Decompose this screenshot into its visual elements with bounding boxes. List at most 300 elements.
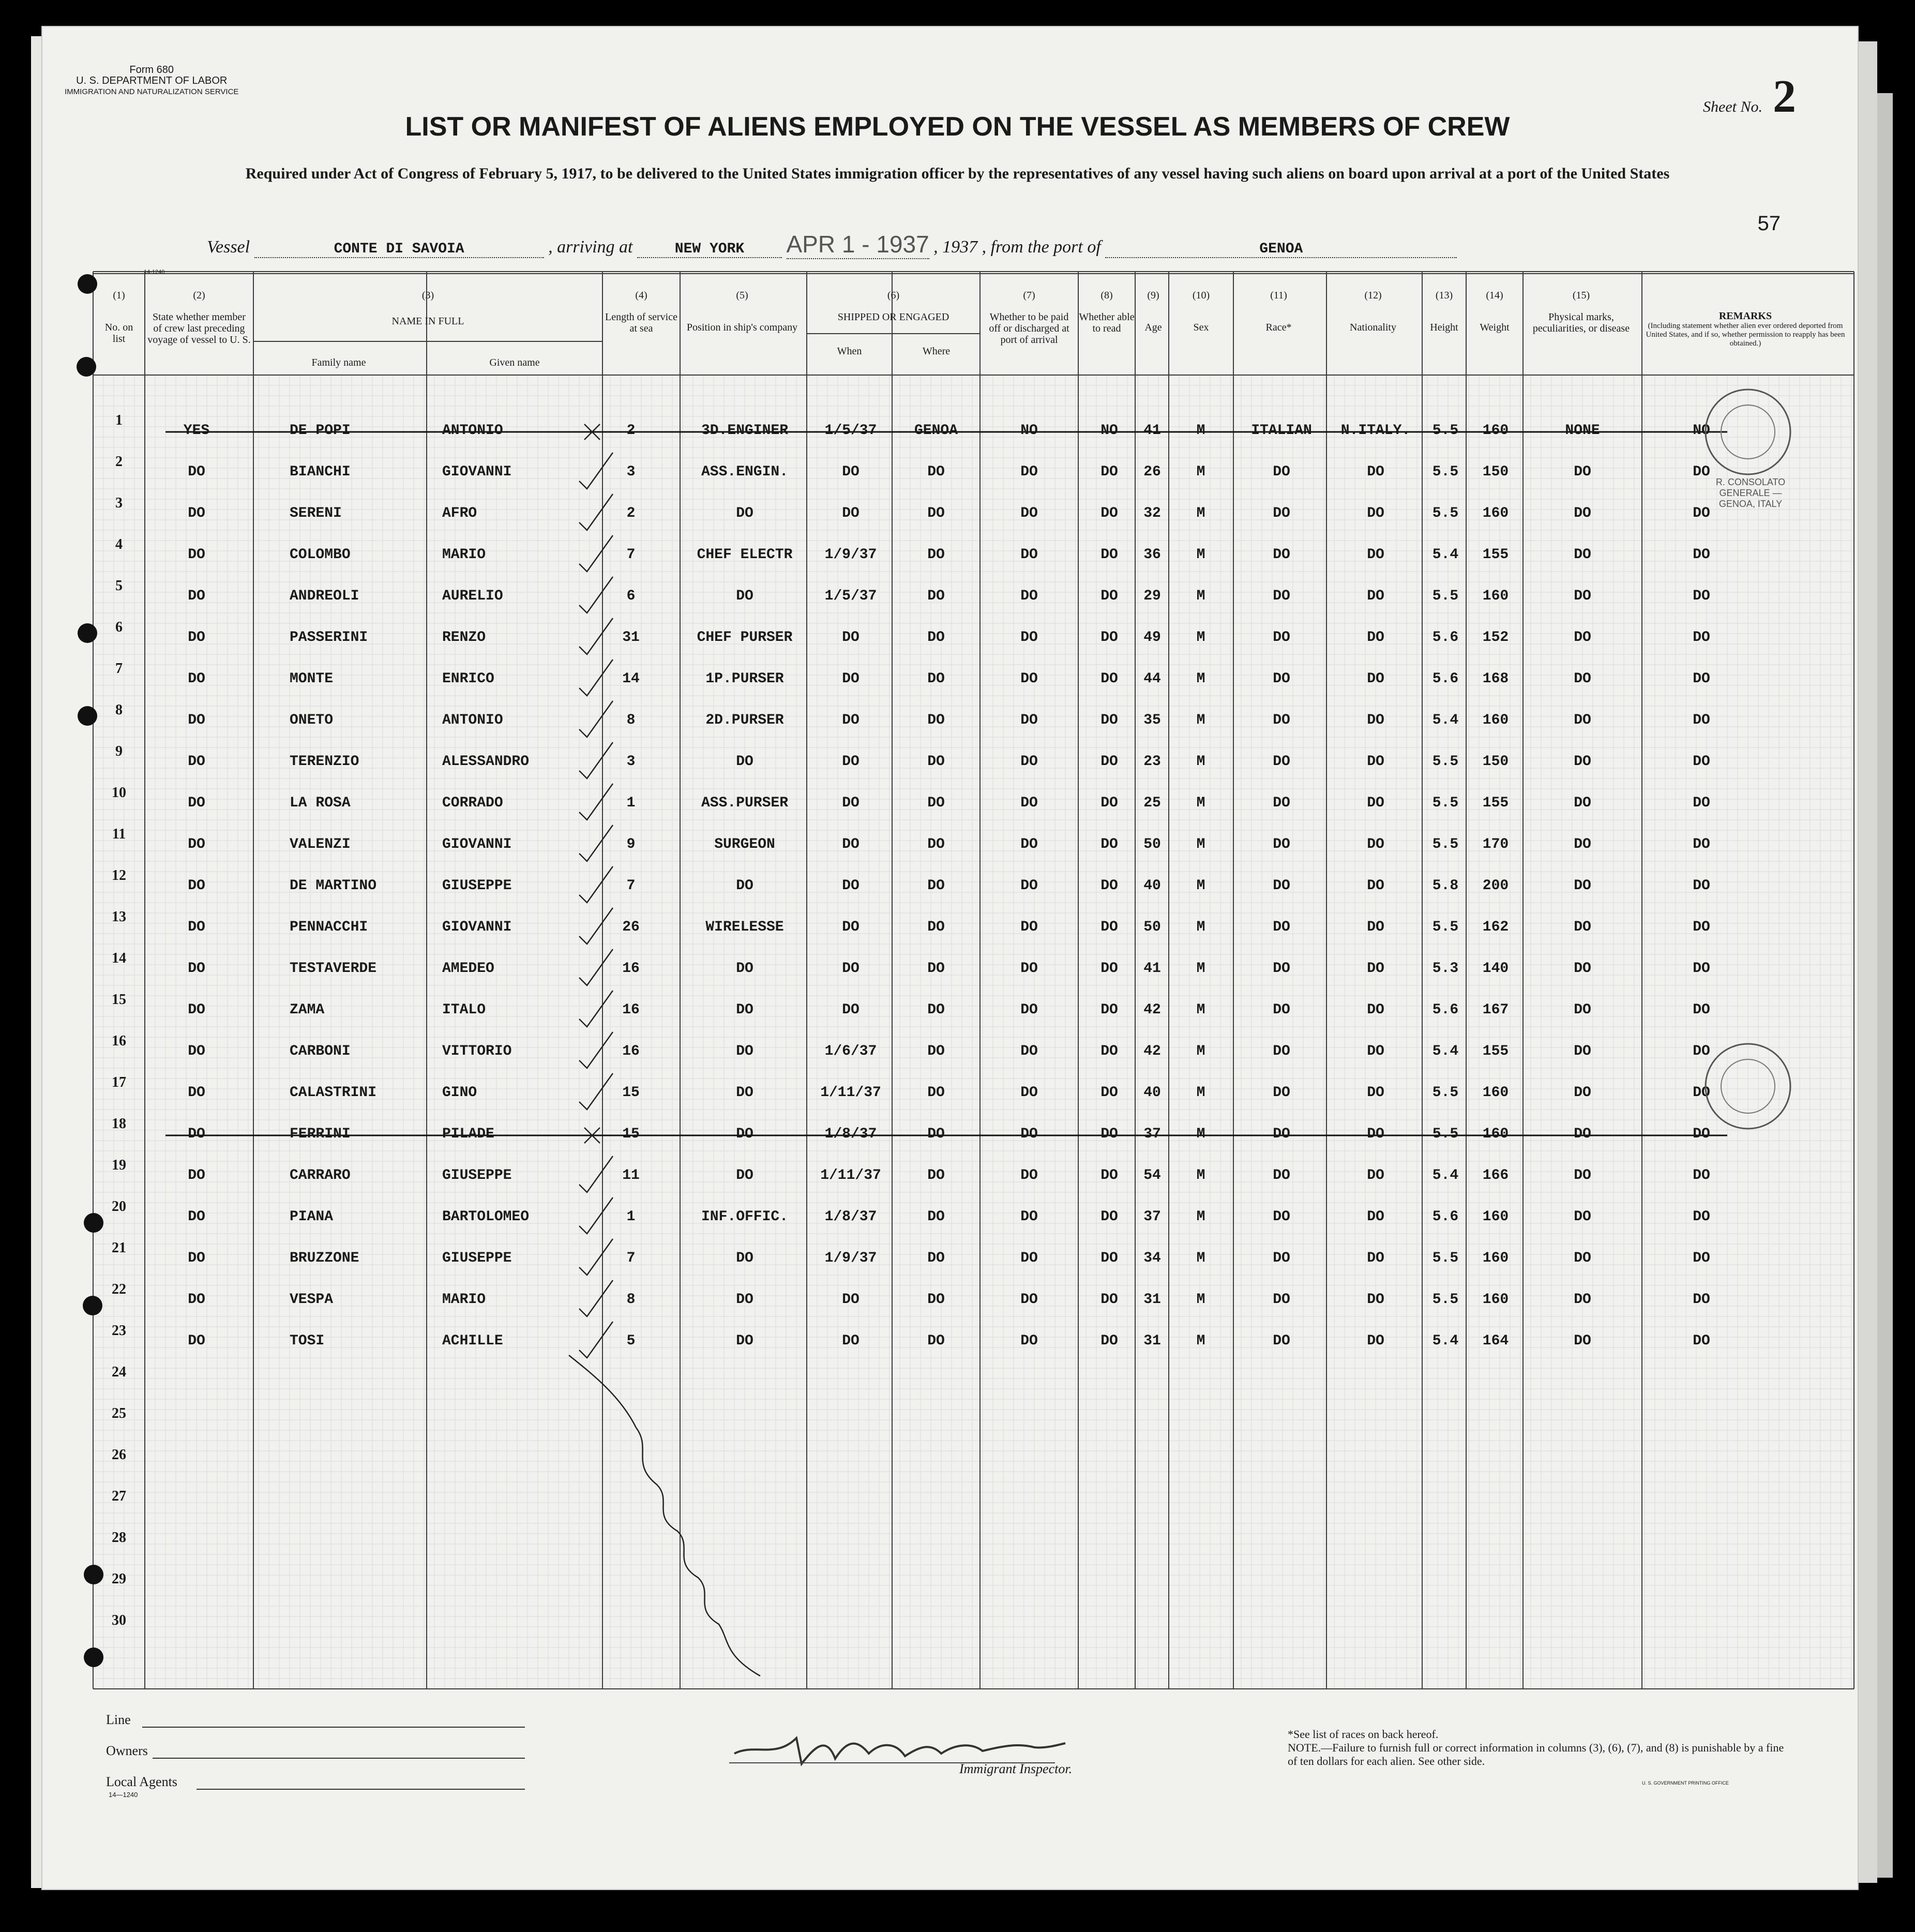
- cell-prev: DO: [188, 1292, 205, 1308]
- cell-family: VALENZI: [290, 836, 351, 852]
- cell-family: TERENZIO: [290, 754, 359, 770]
- cell-marks: NONE: [1565, 423, 1600, 439]
- cell-weight: 155: [1482, 795, 1509, 811]
- cell-prev: DO: [188, 1126, 205, 1142]
- cell-remarks: DO: [1693, 588, 1710, 604]
- cell-remarks: NO: [1693, 423, 1710, 439]
- cell-height: 5.5: [1432, 919, 1459, 935]
- cell-weight: 160: [1482, 1292, 1509, 1308]
- cell-where: DO: [927, 1126, 945, 1142]
- cell-marks: DO: [1574, 671, 1591, 687]
- cell-given: ITALO: [442, 1002, 486, 1018]
- binding-hole: [78, 706, 97, 726]
- cell-read: DO: [1100, 1126, 1118, 1142]
- cell-read: DO: [1100, 464, 1118, 480]
- binding-hole: [77, 357, 96, 377]
- cell-marks: DO: [1574, 919, 1591, 935]
- col11-number: (11): [1270, 290, 1287, 301]
- cell-where: DO: [927, 588, 945, 604]
- cell-given: ALESSANDRO: [442, 754, 530, 770]
- arrival-port: NEW YORK: [637, 241, 782, 258]
- cell-height: 5.5: [1432, 464, 1459, 480]
- row-number: 8: [115, 702, 123, 718]
- cell-height: 5.5: [1432, 423, 1459, 439]
- col12-number: (12): [1364, 290, 1382, 301]
- cell-paid: DO: [1020, 1292, 1038, 1308]
- cell-where: DO: [927, 754, 945, 770]
- cell-remarks: DO: [1693, 671, 1710, 687]
- row-number: 7: [115, 661, 123, 677]
- cell-race: DO: [1273, 836, 1290, 852]
- cell-height: 5.8: [1432, 878, 1459, 894]
- cell-race: DO: [1273, 919, 1290, 935]
- binding-hole: [78, 274, 97, 294]
- row-number: 21: [112, 1240, 126, 1256]
- cell-marks: DO: [1574, 505, 1591, 521]
- inspector-label: Immigrant Inspector.: [959, 1761, 1073, 1776]
- cell-weight: 155: [1482, 1043, 1509, 1059]
- cell-nat: DO: [1367, 754, 1384, 770]
- cell-marks: DO: [1574, 712, 1591, 728]
- col7-number: (7): [1023, 290, 1035, 301]
- cell-read: DO: [1100, 878, 1118, 894]
- cell-prev: DO: [188, 1167, 205, 1184]
- cell-paid: DO: [1020, 1085, 1038, 1101]
- col13-number: (13): [1435, 290, 1453, 301]
- cell-given: BARTOLOMEO: [442, 1209, 530, 1225]
- cell-read: DO: [1100, 630, 1118, 646]
- cell-marks: DO: [1574, 795, 1591, 811]
- row-number: 1: [115, 412, 123, 428]
- cell-given: GIUSEPPE: [442, 1250, 512, 1266]
- cell-prev: DO: [188, 671, 205, 687]
- cell-race: DO: [1273, 1333, 1290, 1349]
- cell-position: DO: [736, 1085, 753, 1101]
- cell-service: 9: [626, 836, 636, 852]
- col6-where-label: Where: [922, 346, 951, 357]
- cell-sex: M: [1196, 795, 1205, 811]
- col13-label: Height: [1430, 322, 1458, 333]
- cell-nat: DO: [1367, 1250, 1384, 1266]
- cell-family: BRUZZONE: [290, 1250, 359, 1266]
- cell-age: 25: [1143, 795, 1161, 811]
- cell-remarks: DO: [1693, 547, 1710, 563]
- cell-race: DO: [1273, 505, 1290, 521]
- cell-when: 1/11/37: [820, 1085, 881, 1101]
- col16-label: REMARKS: [1718, 310, 1772, 322]
- cell-position: 3D.ENGINER: [701, 423, 789, 439]
- cell-where: DO: [927, 1209, 945, 1225]
- cell-height: 5.5: [1432, 1085, 1459, 1101]
- cell-when: 1/9/37: [824, 1250, 877, 1266]
- stamp-text: R. CONSOLATO GENERALE — GENOA, ITALY: [1715, 477, 1786, 509]
- cell-when: DO: [842, 1333, 860, 1349]
- cell-when: DO: [842, 878, 860, 894]
- cell-marks: DO: [1574, 547, 1591, 563]
- cell-prev: DO: [188, 836, 205, 852]
- cell-weight: 160: [1482, 588, 1509, 604]
- cell-family: PIANA: [290, 1209, 334, 1225]
- cell-given: ACHILLE: [442, 1333, 503, 1349]
- cell-when: DO: [842, 754, 860, 770]
- cell-race: DO: [1273, 1043, 1290, 1059]
- cell-marks: DO: [1574, 1292, 1591, 1308]
- cell-weight: 160: [1482, 423, 1509, 439]
- row-number: 2: [115, 454, 123, 470]
- cell-given: MARIO: [442, 547, 486, 563]
- cell-position: CHEF ELECTR: [697, 547, 793, 563]
- cell-given: ENRICO: [442, 671, 494, 687]
- cell-read: DO: [1100, 671, 1118, 687]
- footer-notes: [1288, 1728, 1795, 1768]
- cell-service: 6: [626, 588, 636, 604]
- cell-height: 5.4: [1432, 547, 1459, 563]
- cell-nat: DO: [1367, 836, 1384, 852]
- cell-marks: DO: [1574, 1126, 1591, 1142]
- cell-weight: 160: [1482, 505, 1509, 521]
- cell-when: 1/5/37: [824, 423, 877, 439]
- cell-race: DO: [1273, 1250, 1290, 1266]
- cell-sex: M: [1196, 1209, 1205, 1225]
- cell-remarks: DO: [1693, 1085, 1710, 1101]
- cell-service: 7: [626, 1250, 636, 1266]
- cell-prev: DO: [188, 547, 205, 563]
- year-label: , 1937 ,: [933, 237, 987, 257]
- cell-race: DO: [1273, 878, 1290, 894]
- cell-position: DO: [736, 1333, 753, 1349]
- row-number: 25: [112, 1405, 126, 1421]
- cell-height: 5.4: [1432, 712, 1459, 728]
- cell-sex: M: [1196, 464, 1205, 480]
- cell-position: INF.OFFIC.: [701, 1209, 789, 1225]
- footer-agents-label: Local Agents: [106, 1774, 177, 1789]
- cell-when: DO: [842, 630, 860, 646]
- cell-marks: DO: [1574, 1167, 1591, 1184]
- cell-paid: DO: [1020, 1043, 1038, 1059]
- cell-remarks: DO: [1693, 712, 1710, 728]
- form-header-block: [65, 65, 238, 97]
- vessel-label: Vessel: [207, 237, 250, 257]
- cell-sex: M: [1196, 712, 1205, 728]
- cell-nat: DO: [1367, 1043, 1384, 1059]
- cell-nat: DO: [1367, 630, 1384, 646]
- cell-marks: DO: [1574, 1002, 1591, 1018]
- cell-height: 5.3: [1432, 961, 1459, 977]
- cell-service: 31: [622, 630, 640, 646]
- cell-sex: M: [1196, 547, 1205, 563]
- cell-prev: DO: [188, 961, 205, 977]
- cell-service: 15: [622, 1085, 640, 1101]
- cell-position: ASS.PURSER: [701, 795, 789, 811]
- cell-position: DO: [736, 1250, 753, 1266]
- row-number: 6: [115, 619, 123, 635]
- cell-where: DO: [927, 630, 945, 646]
- cell-where: DO: [927, 505, 945, 521]
- cell-marks: DO: [1574, 464, 1591, 480]
- row-number: 26: [112, 1447, 126, 1463]
- cell-service: 3: [626, 464, 636, 480]
- cell-marks: DO: [1574, 1333, 1591, 1349]
- col9-number: (9): [1147, 290, 1159, 301]
- cell-when: 1/6/37: [824, 1043, 877, 1059]
- cell-given: ANTONIO: [442, 712, 503, 728]
- cell-height: 5.5: [1432, 836, 1459, 852]
- cell-when: DO: [842, 1292, 860, 1308]
- cell-where: DO: [927, 878, 945, 894]
- cell-sex: M: [1196, 1167, 1205, 1184]
- row-number: 5: [115, 578, 123, 594]
- cell-family: PASSERINI: [290, 630, 368, 646]
- cell-when: DO: [842, 836, 860, 852]
- cell-height: 5.4: [1432, 1167, 1459, 1184]
- cell-family: TOSI: [290, 1333, 325, 1349]
- cell-height: 5.5: [1432, 505, 1459, 521]
- cell-age: 37: [1143, 1209, 1161, 1225]
- cell-sex: M: [1196, 1043, 1205, 1059]
- cell-where: DO: [927, 671, 945, 687]
- cell-read: DO: [1100, 588, 1118, 604]
- col2-number: (2): [193, 290, 205, 301]
- cell-sex: M: [1196, 588, 1205, 604]
- cell-paid: DO: [1020, 671, 1038, 687]
- cell-height: 5.5: [1432, 1126, 1459, 1142]
- cell-paid: DO: [1020, 1126, 1038, 1142]
- cell-given: CORRADO: [442, 795, 503, 811]
- cell-marks: DO: [1574, 1085, 1591, 1101]
- cell-prev: DO: [188, 505, 205, 521]
- cell-nat: DO: [1367, 878, 1384, 894]
- cell-age: 42: [1143, 1002, 1161, 1018]
- cell-when: DO: [842, 505, 860, 521]
- page-number: 57: [1757, 212, 1781, 235]
- cell-race: DO: [1273, 961, 1290, 977]
- cell-marks: DO: [1574, 961, 1591, 977]
- cell-age: 32: [1143, 505, 1161, 521]
- cell-read: DO: [1100, 712, 1118, 728]
- cell-remarks: DO: [1693, 1250, 1710, 1266]
- row-number: 27: [112, 1488, 126, 1504]
- cell-where: DO: [927, 1085, 945, 1101]
- cell-nat: N.ITALY.: [1340, 423, 1411, 439]
- col14-label: Weight: [1480, 322, 1510, 333]
- cell-read: DO: [1100, 836, 1118, 852]
- binding-hole: [84, 1213, 103, 1233]
- cell-family: VESPA: [290, 1292, 334, 1308]
- cell-age: 42: [1143, 1043, 1161, 1059]
- cell-paid: DO: [1020, 878, 1038, 894]
- cell-race: DO: [1273, 1002, 1290, 1018]
- cell-family: PENNACCHI: [290, 919, 368, 935]
- col12-label: Nationality: [1350, 322, 1396, 333]
- cell-where: DO: [927, 1002, 945, 1018]
- cell-race: DO: [1273, 1292, 1290, 1308]
- cell-prev: DO: [188, 1209, 205, 1225]
- cell-marks: DO: [1574, 1250, 1591, 1266]
- cell-nat: DO: [1367, 1167, 1384, 1184]
- binding-hole: [78, 623, 97, 643]
- cell-remarks: DO: [1693, 754, 1710, 770]
- footer-agents-field: [197, 1789, 525, 1790]
- cell-read: DO: [1100, 1167, 1118, 1184]
- cell-family: CARRARO: [290, 1167, 351, 1184]
- col3-label: NAME IN FULL: [391, 316, 464, 327]
- cell-position: DO: [736, 878, 753, 894]
- cell-prev: YES: [183, 423, 210, 439]
- cell-prev: DO: [188, 754, 205, 770]
- cell-remarks: DO: [1693, 1002, 1710, 1018]
- row-number: 4: [115, 536, 123, 552]
- cell-prev: DO: [188, 712, 205, 728]
- col5-number: (5): [736, 290, 748, 301]
- department-name: U. S. DEPARTMENT OF LABOR: [76, 75, 228, 86]
- cell-given: AFRO: [442, 505, 477, 521]
- cell-age: 29: [1143, 588, 1161, 604]
- cell-race: DO: [1273, 754, 1290, 770]
- cell-remarks: DO: [1693, 1292, 1710, 1308]
- cell-age: 23: [1143, 754, 1161, 770]
- cell-paid: DO: [1020, 836, 1038, 852]
- cell-age: 35: [1143, 712, 1161, 728]
- cell-weight: 170: [1482, 836, 1509, 852]
- cell-nat: DO: [1367, 1085, 1384, 1101]
- cell-age: 26: [1143, 464, 1161, 480]
- cell-given: RENZO: [442, 630, 486, 646]
- cell-family: ANDREOLI: [290, 588, 359, 604]
- cell-paid: DO: [1020, 1333, 1038, 1349]
- cell-sex: M: [1196, 1002, 1205, 1018]
- cell-age: 54: [1143, 1167, 1161, 1184]
- cell-age: 31: [1143, 1292, 1161, 1308]
- cell-family: BIANCHI: [290, 464, 351, 480]
- binding-hole: [84, 1565, 103, 1584]
- cell-read: DO: [1100, 1002, 1118, 1018]
- cell-service: 7: [626, 878, 636, 894]
- row-number: 19: [112, 1157, 126, 1173]
- cell-service: 11: [622, 1167, 640, 1184]
- cell-prev: DO: [188, 464, 205, 480]
- cell-paid: DO: [1020, 1002, 1038, 1018]
- cell-nat: DO: [1367, 1209, 1384, 1225]
- cell-when: DO: [842, 464, 860, 480]
- cell-nat: DO: [1367, 961, 1384, 977]
- cell-service: 16: [622, 1002, 640, 1018]
- cell-where: DO: [927, 919, 945, 935]
- cell-sex: M: [1196, 878, 1205, 894]
- footer-owners-label: Owners: [106, 1743, 148, 1758]
- cell-height: 5.5: [1432, 1292, 1459, 1308]
- cell-when: 1/8/37: [824, 1126, 877, 1142]
- cell-paid: DO: [1020, 712, 1038, 728]
- race-note: *See list of races on back hereof.: [1288, 1728, 1439, 1741]
- cell-read: DO: [1100, 919, 1118, 935]
- cell-remarks: DO: [1693, 505, 1710, 521]
- cell-paid: DO: [1020, 505, 1038, 521]
- cell-family: TESTAVERDE: [290, 961, 377, 977]
- cell-nat: DO: [1367, 547, 1384, 563]
- cell-prev: DO: [188, 795, 205, 811]
- col9-label: Age: [1144, 322, 1162, 333]
- row-number: 10: [112, 785, 126, 801]
- cell-service: 15: [622, 1126, 640, 1142]
- cell-paid: DO: [1020, 464, 1038, 480]
- row-number: 13: [112, 909, 126, 925]
- cell-nat: DO: [1367, 505, 1384, 521]
- row-number: 28: [112, 1530, 126, 1546]
- cell-paid: DO: [1020, 547, 1038, 563]
- penalty-note: NOTE.—Failure to furnish full or correct information in columns (3), (6), (7), and (8) is punishable by a fine of ten dollars for each alien. See other side.: [1288, 1741, 1784, 1768]
- cell-family: ONETO: [290, 712, 334, 728]
- cell-height: 5.6: [1432, 671, 1459, 687]
- cell-remarks: DO: [1693, 836, 1710, 852]
- cell-given: MARIO: [442, 1292, 486, 1308]
- row-number: 18: [112, 1116, 126, 1132]
- row-number: 14: [112, 950, 126, 966]
- cell-weight: 168: [1482, 671, 1509, 687]
- cell-position: SURGEON: [714, 836, 775, 852]
- cell-position: DO: [736, 961, 753, 977]
- cell-race: DO: [1273, 1167, 1290, 1184]
- cell-where: GENOA: [914, 423, 958, 439]
- cell-family: CALASTRINI: [290, 1085, 377, 1101]
- cell-height: 5.5: [1432, 795, 1459, 811]
- cell-remarks: DO: [1693, 919, 1710, 935]
- cell-where: DO: [927, 464, 945, 480]
- col4-label: Length of service at sea: [605, 311, 677, 334]
- manifest-title: LIST OR MANIFEST OF ALIENS EMPLOYED ON THE VESSEL AS MEMBERS OF CREW: [405, 112, 1510, 142]
- cell-where: DO: [927, 1043, 945, 1059]
- binding-hole: [84, 1648, 103, 1667]
- cell-read: DO: [1100, 1292, 1118, 1308]
- cell-nat: DO: [1367, 588, 1384, 604]
- sheet-number-label: Sheet No.: [1703, 98, 1762, 115]
- cell-weight: 160: [1482, 1126, 1509, 1142]
- void-line: [569, 1355, 760, 1676]
- cell-paid: DO: [1020, 1167, 1038, 1184]
- cell-service: 14: [622, 671, 640, 687]
- cell-race: DO: [1273, 547, 1290, 563]
- col10-number: (10): [1192, 290, 1210, 301]
- cell-when: 1/5/37: [824, 588, 877, 604]
- cell-prev: DO: [188, 588, 205, 604]
- cell-paid: DO: [1020, 795, 1038, 811]
- cell-position: WIRELESSE: [705, 919, 784, 935]
- cell-when: DO: [842, 1002, 860, 1018]
- cell-paid: DO: [1020, 1209, 1038, 1225]
- cell-read: DO: [1100, 754, 1118, 770]
- cell-remarks: DO: [1693, 1333, 1710, 1349]
- cell-family: COLOMBO: [290, 547, 351, 563]
- cell-service: 3: [626, 754, 636, 770]
- cell-service: 1: [626, 795, 636, 811]
- cell-age: 41: [1143, 423, 1161, 439]
- cell-given: GIOVANNI: [442, 836, 512, 852]
- arrival-date-stamp: APR 1 - 1937: [787, 230, 929, 259]
- service-name: IMMIGRATION AND NATURALIZATION SERVICE: [65, 87, 239, 96]
- cell-age: 50: [1143, 919, 1161, 935]
- cell-weight: 155: [1482, 547, 1509, 563]
- col15-number: (15): [1572, 290, 1590, 301]
- cell-nat: DO: [1367, 919, 1384, 935]
- manifest-subtitle: Required under Act of Congress of February 5, 1917, to be delivered to the United States immigration officer by the representatives of any vessel having such aliens on board upon arrival at a port of the United States: [245, 165, 1670, 182]
- row-number: 3: [115, 495, 123, 511]
- col5-label: Position in ship's company: [686, 322, 798, 333]
- cell-service: 16: [622, 961, 640, 977]
- row-number: 15: [112, 992, 126, 1008]
- cell-position: 1P.PURSER: [705, 671, 784, 687]
- col2-label: State whether member of crew last preceding voyage of vessel to U. S.: [147, 311, 251, 346]
- col6-when-label: When: [837, 346, 862, 357]
- cell-weight: 167: [1482, 1002, 1509, 1018]
